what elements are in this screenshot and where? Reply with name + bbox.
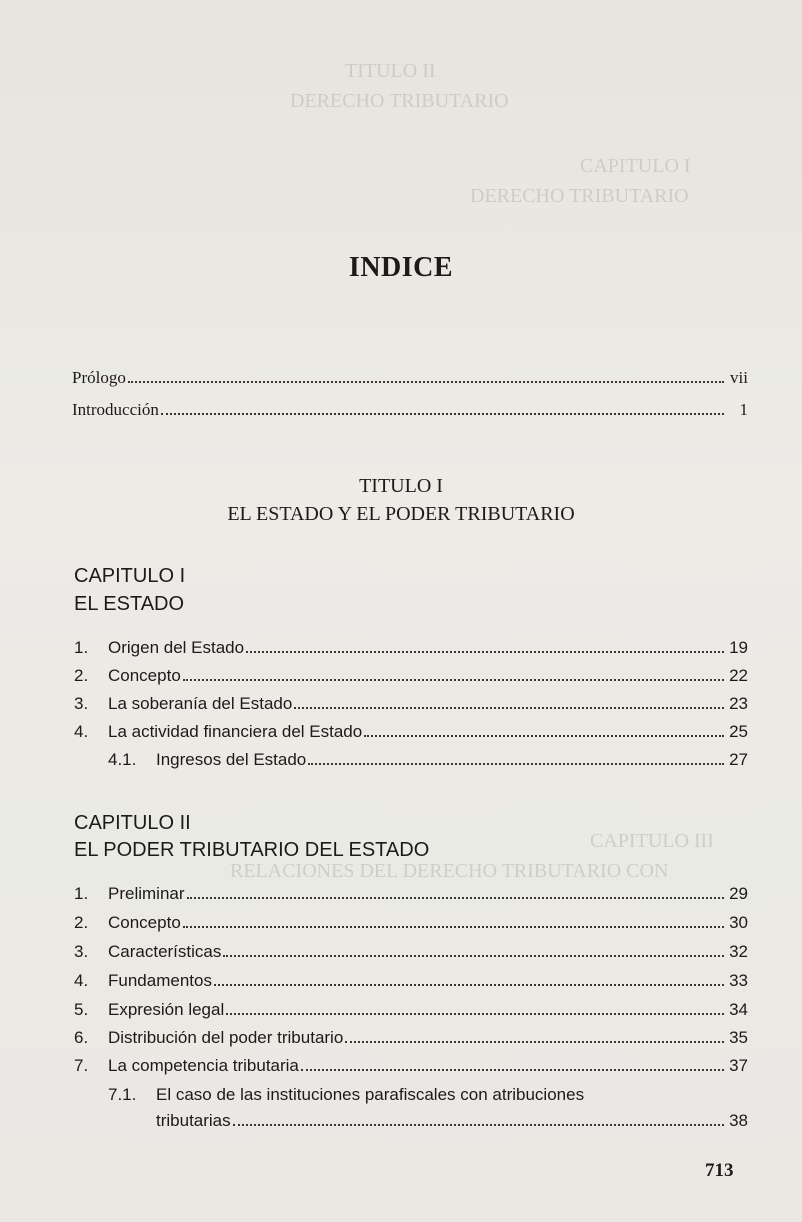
toc-entry: 2. Concepto 30 <box>74 913 748 932</box>
toc-entry: 7. La competencia tributaria 37 <box>74 1056 748 1075</box>
ghost-line: CAPITULO III <box>590 830 714 852</box>
leader-dots <box>226 1013 724 1015</box>
leader-dots <box>294 707 724 709</box>
leader-dots <box>128 381 724 383</box>
leader-dots <box>161 413 724 415</box>
index-heading: INDICE <box>348 252 454 283</box>
capitulo-ii-label: CAPITULO II <box>74 812 191 834</box>
toc-entry: 1. Preliminar 29 <box>74 884 748 903</box>
leader-dots <box>345 1041 724 1043</box>
titulo-label: TITULO I <box>359 475 443 497</box>
toc-entry: 4. La actividad financiera del Estado 25 <box>74 722 748 741</box>
ghost-line: DERECHO TRIBUTARIO <box>290 90 509 112</box>
leader-dots <box>214 984 724 986</box>
capitulo-i-label: CAPITULO I <box>74 565 186 587</box>
toc-subentry-num: 7.1. <box>108 1085 137 1104</box>
leader-dots <box>233 1124 724 1126</box>
leader-dots <box>183 679 724 681</box>
toc-entry: 5. Expresión legal 34 <box>74 1000 748 1019</box>
ghost-line: CAPITULO I <box>580 155 691 177</box>
toc-entry-introduccion: Introducción 1 <box>72 400 748 419</box>
leader-dots <box>187 897 724 899</box>
page-number: 713 <box>705 1160 734 1181</box>
ghost-line: DERECHO TRIBUTARIO <box>470 185 689 207</box>
capitulo-ii-name: EL PODER TRIBUTARIO DEL ESTADO <box>74 839 430 861</box>
titulo-name: EL ESTADO Y EL PODER TRIBUTARIO <box>227 503 575 525</box>
ghost-line: RELACIONES DEL DERECHO TRIBUTARIO CON <box>230 860 669 882</box>
toc-subentry-label-line1: El caso de las instituciones parafiscales con atribuciones <box>156 1085 585 1104</box>
toc-subentry: 4.1. Ingresos del Estado 27 <box>108 750 748 769</box>
capitulo-i-name: EL ESTADO <box>74 593 185 615</box>
toc-entry: 3. Características 32 <box>74 942 748 961</box>
toc-entry-prologo: Prólogo vii <box>72 368 748 387</box>
ghost-line: TITULO II <box>345 60 436 82</box>
toc-entry: 4. Fundamentos 33 <box>74 971 748 990</box>
leader-dots <box>301 1069 724 1071</box>
toc-entry: 6. Distribución del poder tributario 35 <box>74 1028 748 1047</box>
leader-dots <box>183 926 724 928</box>
toc-subentry: tributarias 38 <box>156 1111 748 1130</box>
leader-dots <box>364 735 724 737</box>
toc-entry: 1. Origen del Estado 19 <box>74 638 748 657</box>
leader-dots <box>308 763 724 765</box>
leader-dots <box>246 651 724 653</box>
toc-entry: 3. La soberanía del Estado 23 <box>74 694 748 713</box>
leader-dots <box>223 955 724 957</box>
toc-entry: 2. Concepto 22 <box>74 666 748 685</box>
